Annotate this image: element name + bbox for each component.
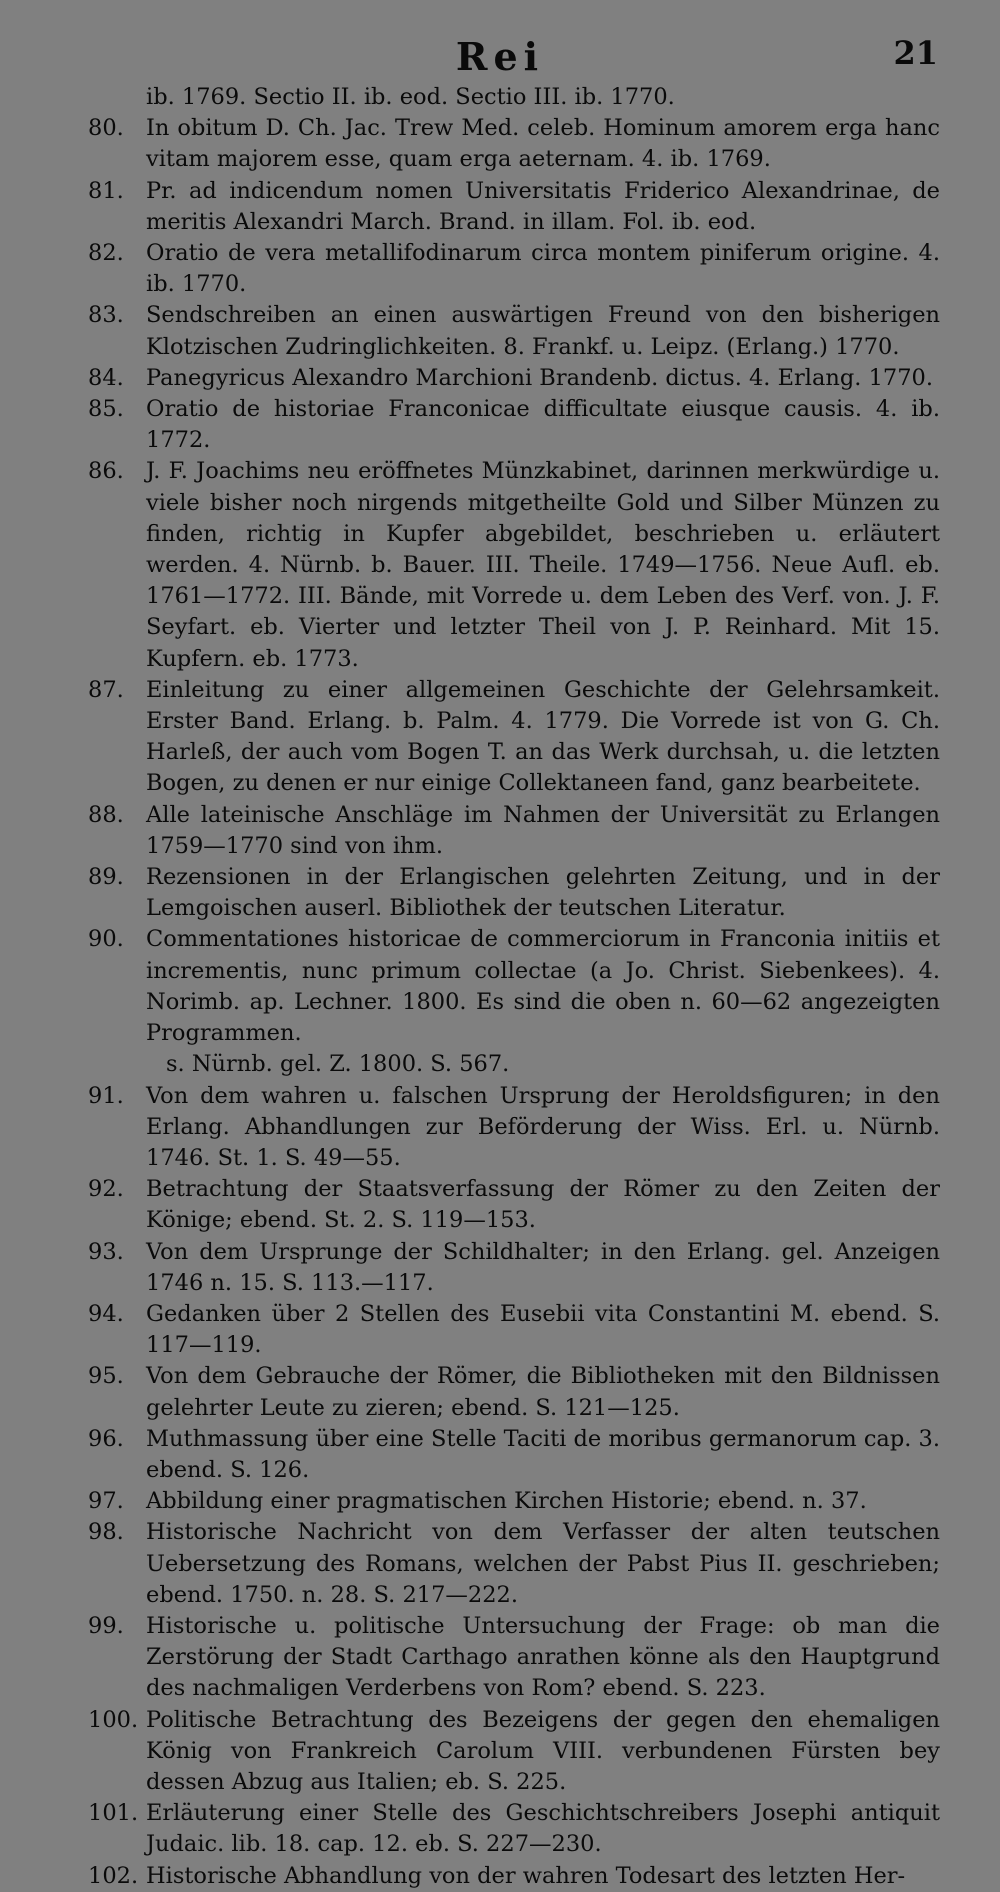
entry-number: 99. [88, 1612, 124, 1639]
entry-text: Pr. ad indicendum nomen Universitatis Friderico Alexandrinae, de meritis Alexandri March. Brand. in illam. Fol. ib. eod. [146, 177, 940, 235]
entry-text: Alle lateinische Anschläge im Nahmen der Universität zu Erlangen 1759—1770 sind von ihm. [146, 801, 940, 859]
entry-text: Einleitung zu einer allgemeinen Geschichte der Gelehrsamkeit. Erster Band. Erlang. b. Palm. 4. 1779. Die Vorrede ist von G. Ch. Harleß, der auch vom Bogen T. an das Werk durchsah, u. die letzten Bogen, zu denen er nur einige Collektaneen fand, ganz bearbeitete. [146, 676, 940, 797]
bibliography-entry [0, 800, 1000, 862]
bibliography-entry [0, 1705, 1000, 1799]
entry-number: 101. [88, 1800, 139, 1827]
bibliography-entry [0, 862, 1000, 924]
bibliography-entry [0, 1486, 1000, 1517]
entry-text: ib. 1769. Sectio II. ib. eod. Sectio III. ib. 1770. [146, 84, 675, 110]
entry-text: Abbildung einer pragmatischen Kirchen Historie; ebend. n. 37. [146, 1488, 867, 1515]
entry-number: 102. [88, 1862, 139, 1889]
entry-text: Rezensionen in der Erlangischen gelehrten Zeitung, und in der Lemgoischen auserl. Bibliothek der teutschen Literatur. [146, 864, 940, 922]
entry-text: Historische Abhandlung von der wahren Todesart des letzten Her- [146, 1862, 906, 1889]
page-header [0, 34, 1000, 84]
entry-number: 83. [88, 302, 124, 329]
bibliography-entry [0, 82, 1000, 113]
entry-text: Historische u. politische Untersuchung der Frage: ob man die Zerstörung der Stadt Carthago anrathen könne als den Hauptgrund des nachmaligen Verderbens von Rom? ebend. S. 223. [146, 1612, 940, 1702]
entry-text: Panegyricus Alexandro Marchioni Brandenb. dictus. 4. Erlang. 1770. [146, 364, 934, 391]
entry-text: Von dem Gebrauche der Römer, die Bibliotheken mit den Bildnissen gelehrter Leute zu zieren; ebend. S. 121—125. [146, 1363, 940, 1421]
entry-number: 93. [88, 1238, 124, 1265]
entry-number: 94. [88, 1300, 124, 1327]
entry-text: Commentationes historicae de commerciorum in Franconia initiis et incrementis, nunc primum collectae (a Jo. Christ. Siebenkees). 4. Norimb. ap. Lechner. 1800. Es sind die oben n. 60—62 angezeigten Programmen. [146, 926, 940, 1047]
entry-number: 85. [88, 396, 124, 423]
entry-number: 86. [88, 458, 124, 485]
bibliography-entry [0, 1081, 1000, 1175]
running-head: Rei [455, 34, 545, 79]
bibliography-entry [0, 1299, 1000, 1361]
entry-text: Oratio de historiae Franconicae difficultate eiusque causis. 4. ib. 1772. [146, 396, 940, 454]
bibliography-entry [0, 1611, 1000, 1705]
entry-number: 96. [88, 1425, 124, 1452]
entry-text: Erläuterung einer Stelle des Geschichtschreibers Josephi antiquit Judaic. lib. 18. cap. 12. eb. S. 227—230. [146, 1800, 940, 1858]
entry-number: 84. [88, 364, 124, 391]
bibliography-entry [0, 1174, 1000, 1236]
entry-number: 98. [88, 1519, 124, 1546]
bibliography-entry [0, 924, 1000, 1049]
entry-text: Gedanken über 2 Stellen des Eusebii vita Constantini M. ebend. S. 117—119. [146, 1300, 940, 1359]
entry-number: 81. [88, 177, 124, 204]
entry-number: 95. [88, 1363, 124, 1390]
bibliography-entry [0, 363, 1000, 394]
entry-text: Politische Betrachtung des Bezeigens der gegen den ehemaligen König von Frankreich Carolum VIII. verbundenen Fürsten bey dessen Abzug aus Italien; eb. S. 225. [146, 1706, 940, 1795]
page-number: 21 [893, 34, 938, 72]
bibliography-entry [0, 456, 1000, 674]
entry-number: 100. [88, 1706, 139, 1733]
bibliography-list [0, 82, 1000, 1892]
bibliography-entry [0, 675, 1000, 800]
entry-number: 87. [88, 676, 124, 703]
bibliography-entry [0, 1361, 1000, 1423]
entry-number: 82. [88, 240, 124, 267]
bibliography-entry [0, 1517, 1000, 1611]
bibliography-entry [0, 1424, 1000, 1486]
bibliography-entry [0, 1049, 1000, 1080]
entry-text: Muthmassung über eine Stelle Taciti de moribus germanorum cap. 3. ebend. S. 126. [146, 1425, 941, 1483]
entry-text: Historische Nachricht von dem Verfasser der alten teutschen Uebersetzung des Romans, welchen der Pabst Pius II. geschrieben; ebend. 1750. n. 28. S. 217—222. [146, 1519, 940, 1608]
bibliography-entry [0, 113, 1000, 175]
entry-text: s. Nürnb. gel. Z. 1800. S. 567. [166, 1051, 510, 1078]
entry-number: 97. [88, 1488, 124, 1515]
bibliography-entry [0, 1861, 1000, 1892]
entry-number: 91. [88, 1082, 124, 1109]
entry-number: 89. [88, 864, 124, 891]
bibliography-entry [0, 176, 1000, 238]
entry-number: 80. [88, 115, 124, 142]
entry-text: Von dem Ursprunge der Schildhalter; in den Erlang. gel. Anzeigen 1746 n. 15. S. 113.—117. [146, 1238, 940, 1296]
bibliography-entry [0, 238, 1000, 300]
entry-text: Sendschreiben an einen auswärtigen Freund von den bisherigen Klotzischen Zudringlichkeiten. 8. Frankf. u. Leipz. (Erlang.) 1770. [146, 302, 940, 360]
entry-text: In obitum D. Ch. Jac. Trew Med. celeb. Hominum amorem erga hanc vitam majorem esse, quam erga aeternam. 4. ib. 1769. [146, 115, 940, 173]
entry-text: Oratio de vera metallifodinarum circa montem piniferum origine. 4. ib. 1770. [146, 240, 940, 298]
entry-text: J. F. Joachims neu eröffnetes Münzkabinet, darinnen merkwürdige u. viele bisher noch nirgends mitgetheilte Gold und Silber Münzen zu finden, richtig in Kupfer abgebildet, beschrieben u. erläutert werden. 4. Nürnb. b. Bauer. III. Theile. 1749—1756. Neue Aufl. eb. 1761—1772. III. Bände, mit Vorrede u. dem Leben des Verf. von. J. F. Seyfart. eb. Vierter und letzter Theil von J. P. Reinhard. Mit 15. Kupfern. eb. 1773. [146, 458, 940, 672]
entry-text: Von dem wahren u. falschen Ursprung der Heroldsfiguren; in den Erlang. Abhandlungen zur Beförderung der Wiss. Erl. u. Nürnb. 1746. St. 1. S. 49—55. [146, 1082, 940, 1171]
entry-number: 92. [88, 1176, 124, 1203]
entry-number: 90. [88, 926, 124, 953]
bibliography-entry [0, 1798, 1000, 1860]
bibliography-entry [0, 1237, 1000, 1299]
entry-number: 88. [88, 801, 124, 828]
bibliography-entry [0, 394, 1000, 456]
bibliography-entry [0, 300, 1000, 362]
entry-text: Betrachtung der Staatsverfassung der Römer zu den Zeiten der Könige; ebend. St. 2. S. 119—153. [146, 1176, 940, 1234]
